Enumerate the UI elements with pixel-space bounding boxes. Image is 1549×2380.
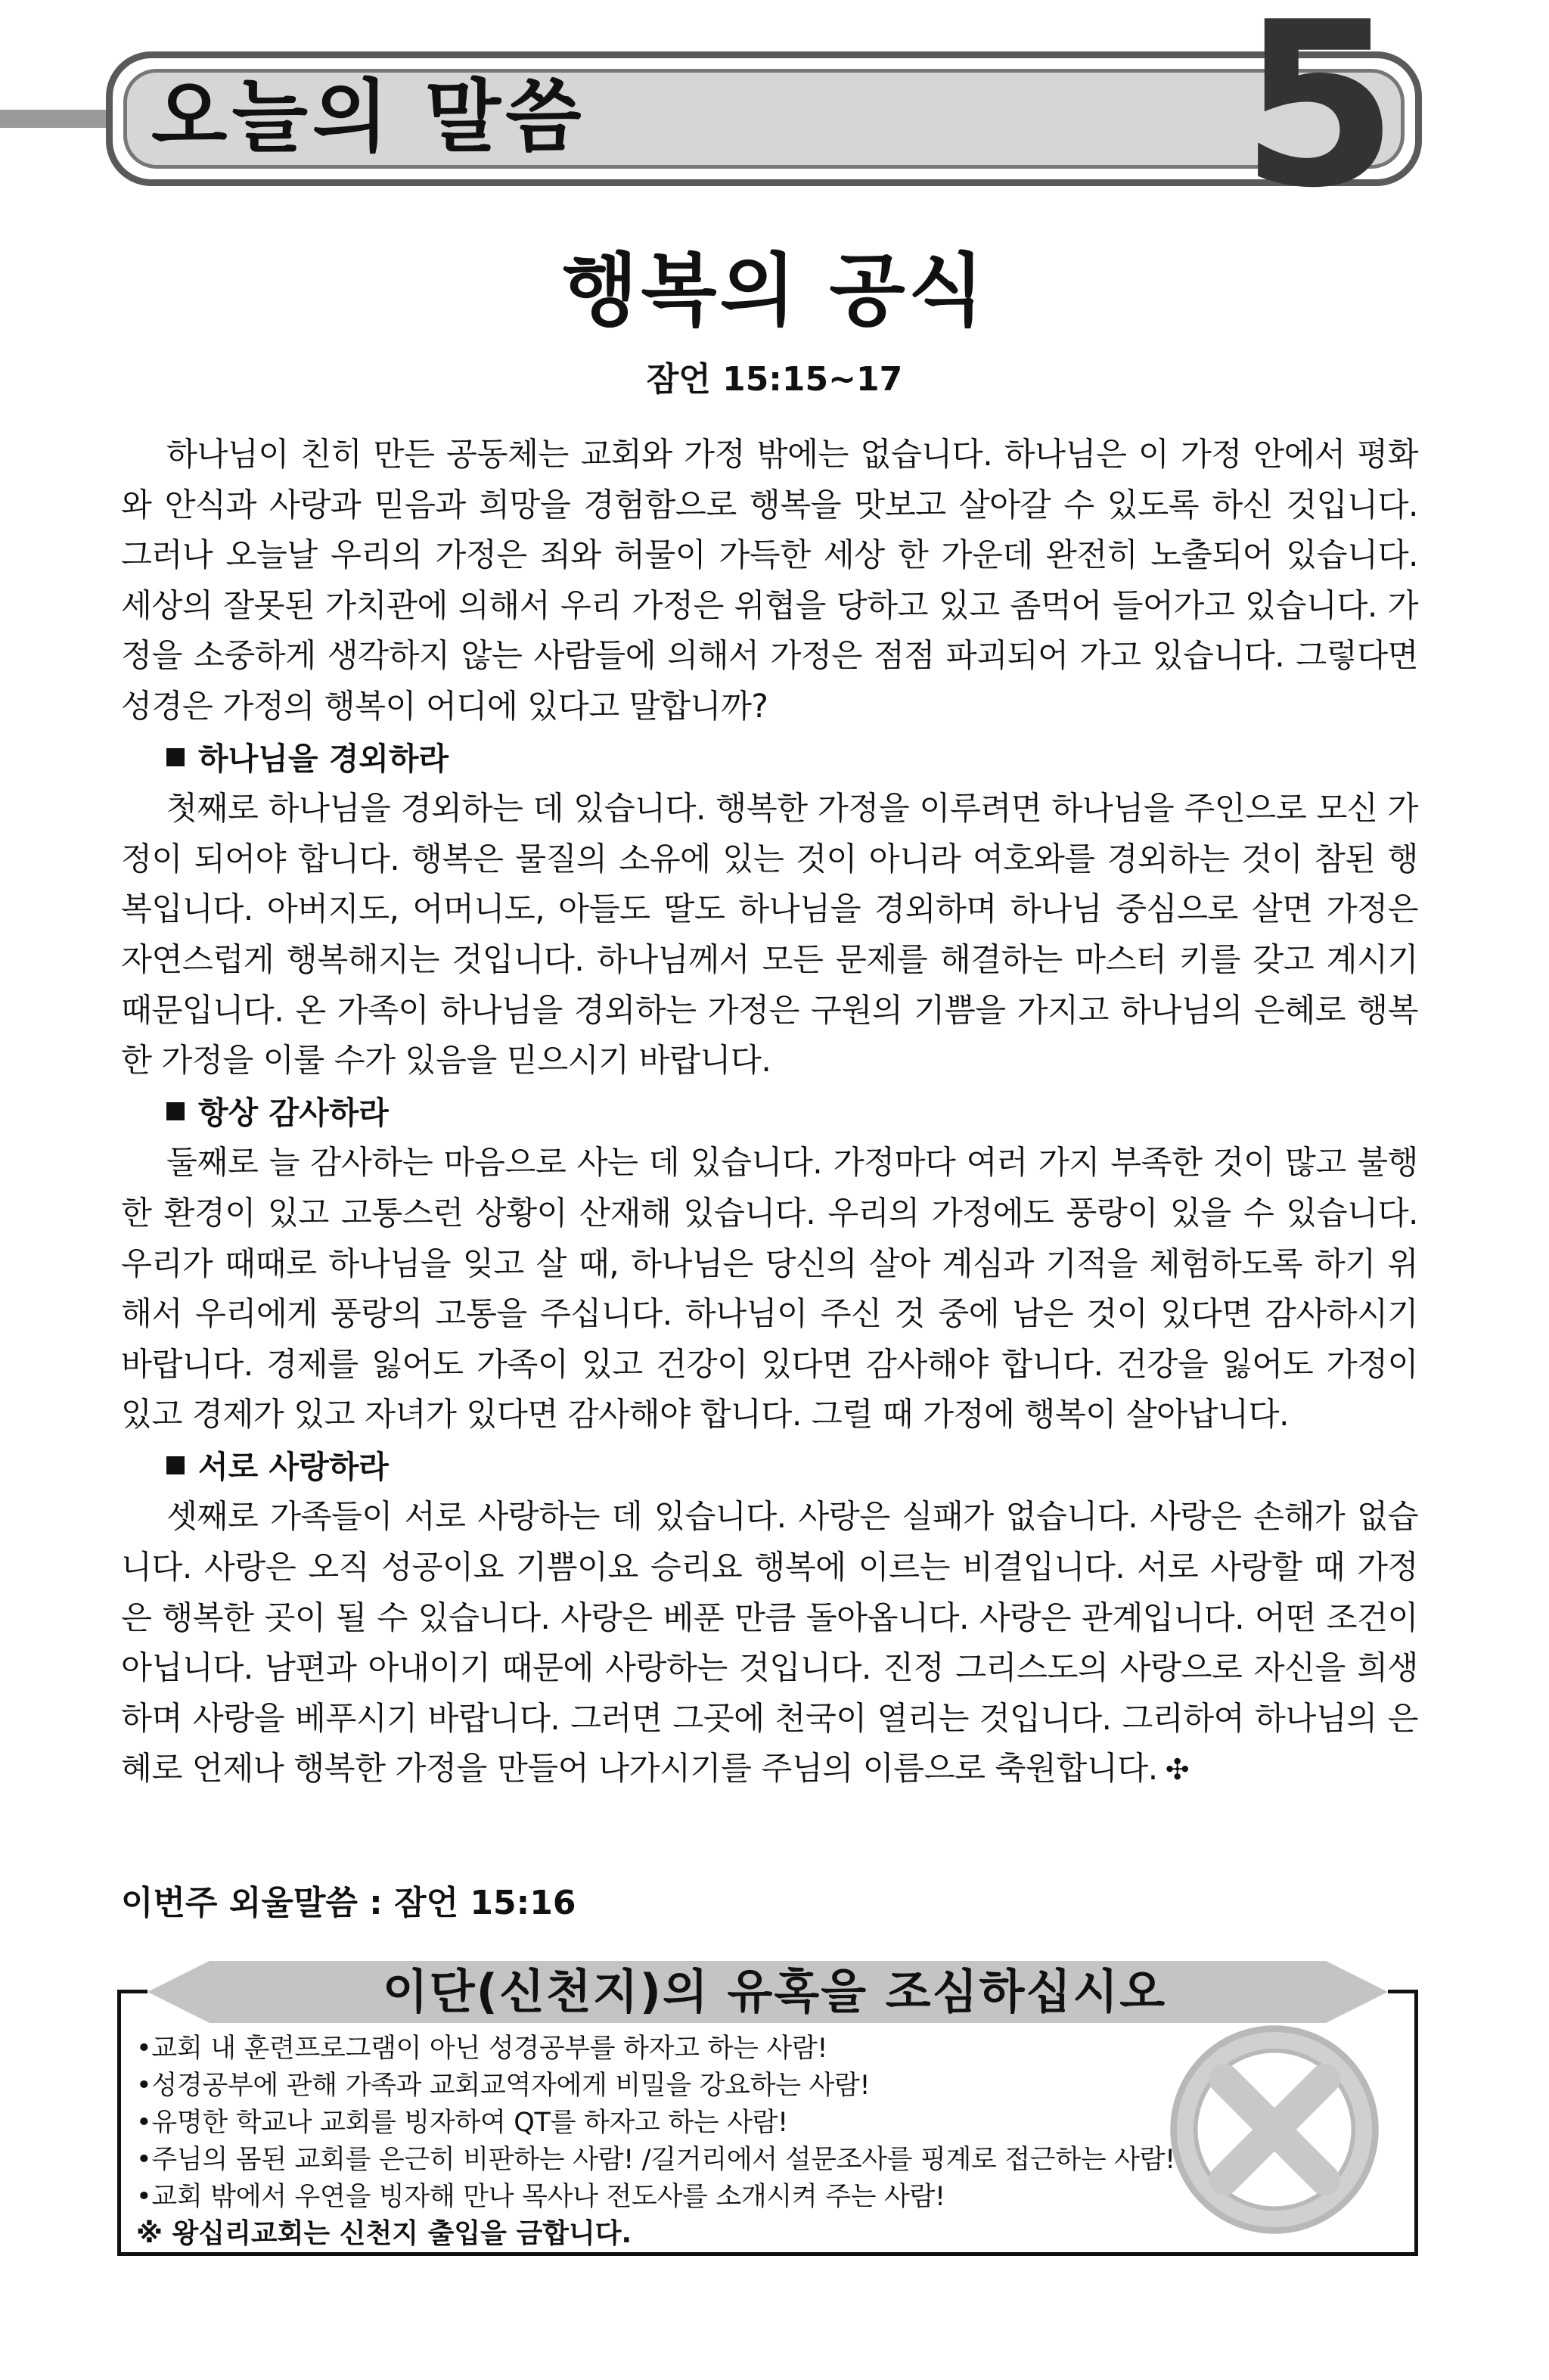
list-item: •교회 내 훈련프로그램이 아닌 성경공부를 하자고 하는 사람! — [136, 2034, 828, 2064]
sermon-title: 행복의 공식 — [561, 244, 988, 337]
square-bullet-icon — [166, 748, 185, 766]
section-paragraph: 셋째로 가족들이 서로 사랑하는 데 있습니다. 사랑은 실패가 없습니다. 사랑은 손해가 없습니다. 사랑은 오직 성공이요 기쁨이요 승리요 행복에 이르는 비결입니다. 서로 사랑할 때 가정은 행복한 곳이 될 수 있습니다. 사랑은 베푼 만큼 돌아옵니다. 사랑은 관계입니다. 어떤 조건이 아닙니다. 남편과 아내이기 때문에 사랑하는 것입니다. 진정 그리스도의 사랑으로 자신을 희생하며 사랑을 베푸시기 바랍니다. 그러면 그곳에 천국이 열리는 것입니다. 그리하여 하나님의 은혜로 언제나 행복한 가정을 만들어 나가시기를 주님의 이름으로 축원합니다. ✣ — [121, 1498, 1418, 1788]
list-item: •주님의 몸된 교회를 은근히 비판하는 사람! /길거리에서 설문조사를 핑계로 접근하는 사람! — [136, 2145, 1175, 2175]
warning-note: ※ 왕십리교회는 신천지 출입을 금합니다. — [136, 2218, 632, 2249]
list-item: •유명한 학교나 교회를 빙자하여 QT를 하자고 하는 사람! — [136, 2108, 788, 2138]
warning-list — [136, 2030, 1377, 2216]
section-title: 오늘의 말씀 — [151, 70, 586, 163]
section-heading: 항상 감사하라 — [121, 1088, 1418, 1139]
sermon-body — [121, 430, 1418, 1795]
square-bullet-icon — [166, 1456, 185, 1474]
square-bullet-icon — [166, 1102, 185, 1120]
list-item: •성경공부에 관해 가족과 교회교역자에게 비밀을 강요하는 사람! — [136, 2071, 871, 2101]
intro-paragraph: 하나님이 친히 만든 공동체는 교회와 가정 밖에는 없습니다. 하나님은 이 가정 안에서 평화와 안식과 사랑과 믿음과 희망을 경험함으로 행복을 맛보고 살아갈 수 있도록 하신 것입니다. 그러나 오늘날 우리의 가정은 죄와 허물이 가득한 세상 한 가운데 완전히 노출되어 있습니다. 세상의 잘못된 가치관에 의해서 우리 가정은 위협을 당하고 있고 좀먹어 들어가고 있습니다. 가정을 소중하게 생각하지 않는 사람들에 의해서 가정은 점점 파괴되어 가고 있습니다. 그렇다면 성경은 가정의 행복이 어디에 있다고 말합니까? — [121, 436, 1418, 725]
section-paragraph: 첫째로 하나님을 경외하는 데 있습니다. 행복한 가정을 이루려면 하나님을 주인으로 모신 가정이 되어야 합니다. 행복은 물질의 소유에 있는 것이 아니라 여호와를 경외하는 것이 참된 행복입니다. 아버지도, 어머니도, 아들도 딸도 하나님을 경외하며 하나님 중심으로 살면 가정은 자연스럽게 행복해지는 것입니다. 하나님께서 모든 문제를 해결하는 마스터 키를 갖고 계시기 때문입니다. 온 가족이 하나님을 경외하는 가정은 구원의 기쁨을 가지고 하나님의 은혜로 행복한 가정을 이룰 수가 있음을 믿으시기 바랍니다. — [121, 790, 1418, 1080]
section-heading: 하나님을 경외하라 — [121, 734, 1418, 785]
scripture-reference: 잠언 15:15~17 — [646, 360, 903, 399]
section-heading: 서로 사랑하라 — [121, 1442, 1418, 1493]
page-number: 5 — [1240, 0, 1398, 238]
warning-title: 이단(신천지)의 유혹을 조심하십시오 — [382, 1964, 1167, 2019]
section-paragraph: 둘째로 늘 감사하는 마음으로 사는 데 있습니다. 가정마다 여러 가지 부족한 것이 많고 불행한 환경이 있고 고통스런 상황이 산재해 있습니다. 우리의 가정에도 풍랑이 있을 수 있습니다. 우리가 때때로 하나님을 잊고 살 때, 하나님은 당신의 살아 계심과 기적을 체험하도록 하기 위해서 우리에게 풍랑의 고통을 주십니다. 하나님이 주신 것 중에 남은 것이 있다면 감사하시기 바랍니다. 경제를 잃어도 가족이 있고 건강이 있다면 감사해야 합니다. 건강을 잃어도 가정이 있고 경제가 있고 자녀가 있다면 감사해야 합니다. 그럴 때 가정에 행복이 살아납니다. — [121, 1144, 1418, 1434]
ornament-icon: ✣ — [1165, 1753, 1190, 1787]
memory-verse: 이번주 외울말씀 : 잠언 15:16 — [121, 1884, 576, 1922]
list-item: •교회 밖에서 우연을 빙자해 만나 목사나 전도사를 소개시켜 주는 사람! — [136, 2182, 945, 2212]
